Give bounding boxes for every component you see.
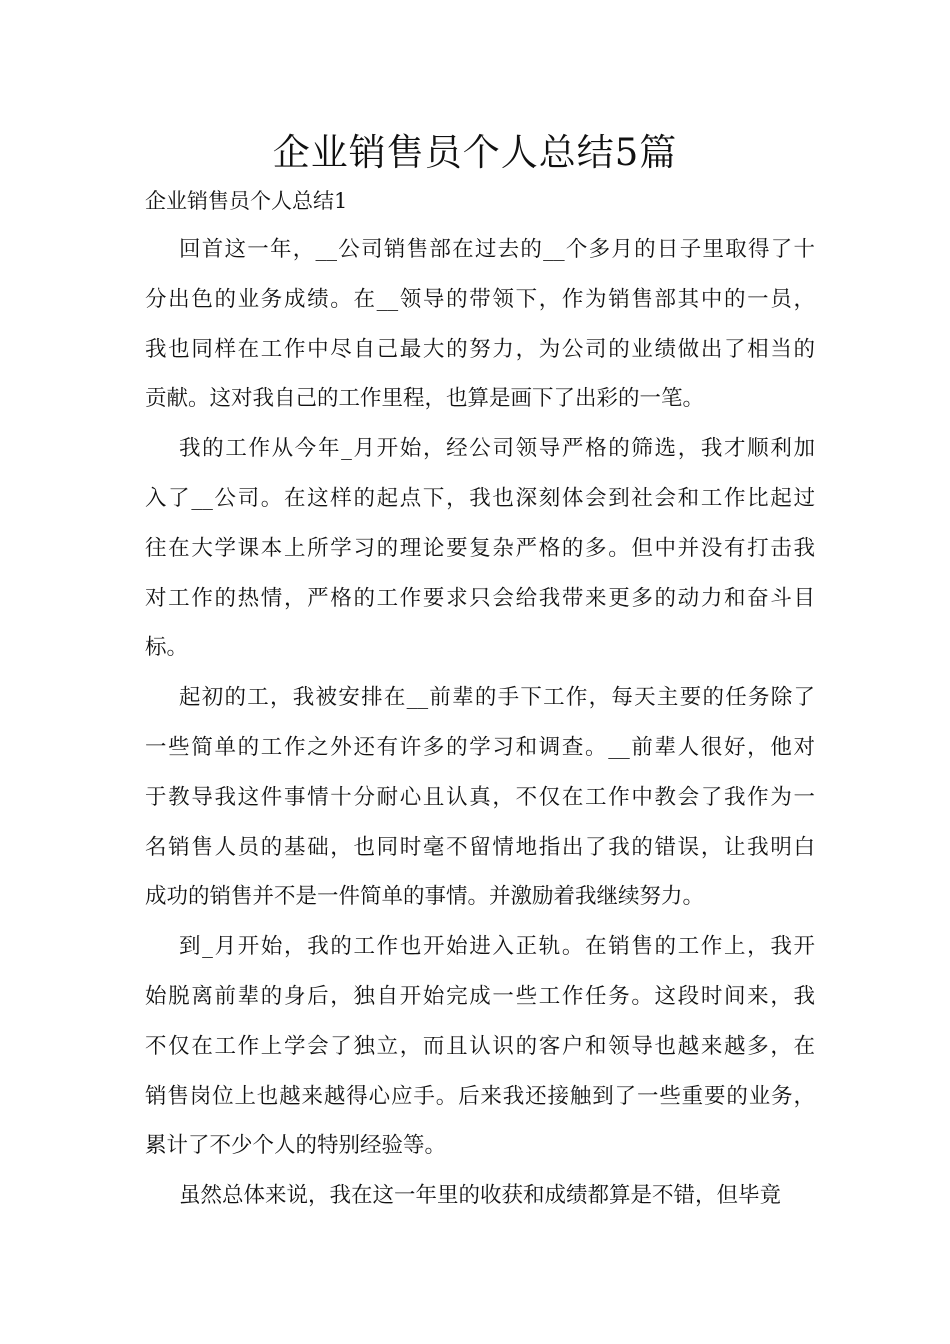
paragraph-line: 分出色的业务成绩。在__领导的带领下，作为销售部其中的一员，	[145, 286, 815, 312]
paragraph-line: 起初的工，我被安排在__前辈的手下工作，每天主要的任务除了	[179, 685, 815, 711]
paragraph-line: 到_月开始，我的工作也开始进入正轨。在销售的工作上，我开	[179, 934, 815, 960]
paragraph-line: 于教导我这件事情十分耐心且认真，不仅在工作中教会了我作为一	[145, 784, 815, 810]
paragraph-line: 回首这一年，__公司销售部在过去的__个多月的日子里取得了十	[179, 237, 815, 262]
paragraph	[145, 235, 815, 434]
paragraph-line: 标。	[145, 635, 189, 661]
section-heading: 企业销售员个人总结1	[145, 189, 348, 213]
paragraph-line: 入了__公司。在这样的起点下，我也深刻体会到社会和工作比起过	[145, 485, 815, 511]
paragraph-line: 累计了不少个人的特别经验等。	[145, 1133, 447, 1159]
paragraph-line: 我也同样在工作中尽自己最大的努力，为公司的业绩做出了相当的	[145, 336, 815, 362]
document-title: 企业销售员个人总结5篇	[272, 131, 678, 174]
paragraph	[145, 1181, 815, 1231]
paragraph	[145, 683, 815, 932]
paragraph-line: 对工作的热情，严格的工作要求只会给我带来更多的动力和奋斗目	[145, 585, 815, 611]
paragraph-line: 贡献。这对我自己的工作里程，也算是画下了出彩的一笔。	[145, 386, 705, 412]
paragraph-line: 名销售人员的基础，也同时毫不留情地指出了我的错误，让我明白	[145, 834, 815, 860]
paragraph-line: 成功的销售并不是一件简单的事情。并激励着我继续努力。	[145, 884, 705, 910]
paragraph-line: 不仅在工作上学会了独立，而且认识的客户和领导也越来越多，在	[145, 1033, 815, 1059]
paragraph-line: 我的工作从今年_月开始，经公司领导严格的筛选，我才顺利加	[179, 436, 815, 462]
paragraph-line: 始脱离前辈的身后，独自开始完成一些工作任务。这段时间来，我	[145, 983, 815, 1009]
paragraph-line: 往在大学课本上所学习的理论要复杂严格的多。但中并没有打击我	[145, 535, 815, 561]
paragraph-line: 销售岗位上也越来越得心应手。后来我还接触到了一些重要的业务，	[145, 1083, 815, 1109]
paragraph	[145, 932, 815, 1181]
paragraph-line: 虽然总体来说，我在这一年里的收获和成绩都算是不错，但毕竟	[179, 1183, 782, 1209]
document-body	[145, 235, 815, 1231]
paragraph-line: 一些简单的工作之外还有许多的学习和调查。__前辈人很好，他对	[145, 734, 815, 760]
paragraph	[145, 434, 815, 683]
